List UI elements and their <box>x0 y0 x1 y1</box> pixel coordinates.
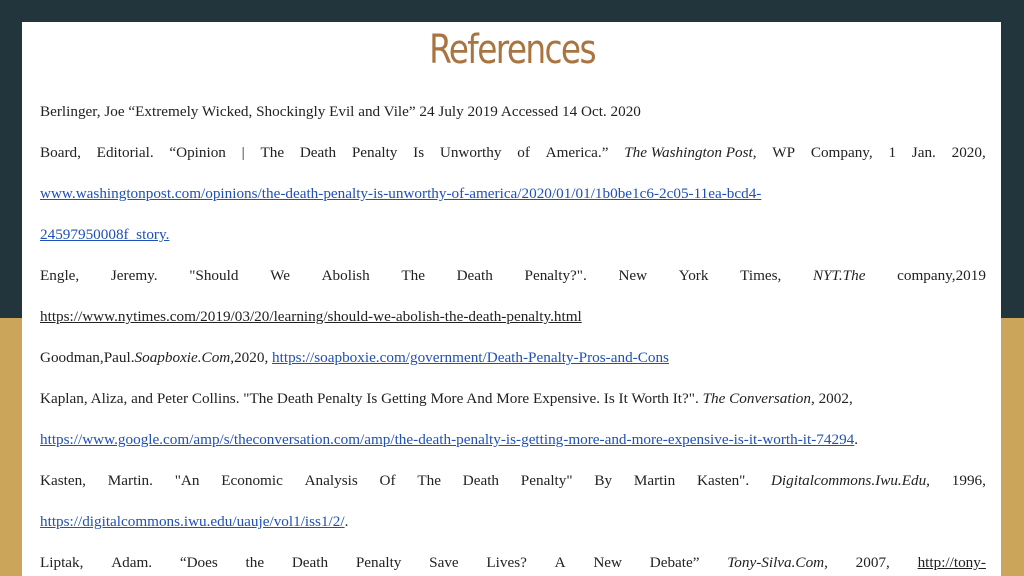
word: Board, <box>40 144 81 161</box>
word: of <box>517 144 530 161</box>
nytimes-link[interactable]: https://www.nytimes.com/2019/03/20/learning/should-we-abolish-the-death-penalty.html <box>40 308 582 325</box>
word: 2020, <box>951 144 986 161</box>
word: 1 <box>888 144 897 161</box>
word: the <box>245 554 265 571</box>
reference-engle-url <box>40 308 986 326</box>
word: Unworthy <box>439 144 502 161</box>
reference-board <box>40 144 986 162</box>
word: The <box>260 144 285 161</box>
word: Penalty <box>351 144 398 161</box>
reference-board-url <box>40 185 986 203</box>
word: Debate” <box>649 554 700 571</box>
word: “Opinion <box>169 144 226 161</box>
word: WP <box>772 144 796 161</box>
word: Save <box>429 554 459 571</box>
word: Penalty?". <box>524 267 587 284</box>
word: Economic <box>221 472 283 489</box>
word: Jeremy. <box>110 267 158 284</box>
word: A <box>554 554 566 571</box>
word: Penalty" <box>520 472 573 489</box>
word: Jan. <box>911 144 936 161</box>
citation-text: Kaplan, Aliza, and Peter Collins. "The Death Penalty Is Getting More And More Expensive. Is It Worth It?". <box>40 390 699 407</box>
word: Lives? <box>486 554 527 571</box>
word: Kasten". <box>696 472 750 489</box>
reference-goodman <box>40 349 986 367</box>
word: Kasten, <box>40 472 86 489</box>
reference-liptak <box>40 554 986 572</box>
reference-board-url-cont <box>40 226 986 244</box>
word: Death <box>462 472 500 489</box>
word: 1996, <box>951 472 986 489</box>
page-title: References <box>429 27 595 73</box>
word: The <box>401 267 425 284</box>
word: Death <box>291 554 329 571</box>
year: ,2020, <box>230 349 273 366</box>
word: “Does <box>179 554 218 571</box>
source-title: NYT.The <box>812 267 866 284</box>
word: company,2019 <box>897 267 986 284</box>
word: 2007, <box>855 554 890 571</box>
reference-kaplan-url <box>40 431 986 449</box>
reference-kaplan <box>40 390 986 408</box>
source-title: Digitalcommons.Iwu.Edu, <box>770 472 930 489</box>
reference-engle <box>40 267 986 285</box>
word: Is <box>413 144 425 161</box>
word: Abolish <box>321 267 370 284</box>
word: Liptak, <box>40 554 84 571</box>
reference-berlinger: Berlinger, Joe “Extremely Wicked, Shockingly Evil and Vile” 24 July 2019 Accessed 14 Oct. 2020 <box>40 103 641 120</box>
word: We <box>270 267 290 284</box>
word: Editorial. <box>96 144 154 161</box>
source-title: Soapboxie.Com <box>134 349 231 366</box>
theconversation-link[interactable]: https://www.google.com/amp/s/theconversation.com/amp/the-death-penalty-is-getting-more-and-more-expensive-is-it-worth-it-74294 <box>40 431 855 448</box>
word: Death <box>456 267 493 284</box>
word: | <box>241 144 245 161</box>
source-title: The Washington Post, <box>624 144 757 161</box>
tail: . <box>344 513 349 530</box>
word: New <box>618 267 648 284</box>
tail: . <box>854 431 859 448</box>
digitalcommons-link[interactable]: https://digitalcommons.iwu.edu/uauje/vol1/iss1/2/ <box>40 513 345 530</box>
word: York <box>678 267 709 284</box>
word: America.” <box>545 144 609 161</box>
word: New <box>593 554 623 571</box>
tony-silva-link[interactable]: http://tony- <box>917 554 986 571</box>
word: Martin <box>633 472 676 489</box>
word: "Should <box>189 267 239 284</box>
source-title: The Conversation <box>702 390 811 407</box>
year: , 2002, <box>810 390 853 407</box>
reference-kasten <box>40 472 986 490</box>
word: Times, <box>740 267 782 284</box>
word: Death <box>299 144 337 161</box>
word: Company, <box>810 144 873 161</box>
word: The <box>417 472 441 489</box>
word: Of <box>379 472 396 489</box>
word: By <box>594 472 613 489</box>
washingtonpost-link-cont[interactable]: 24597950008f_story. <box>40 226 170 243</box>
washingtonpost-link[interactable]: www.washingtonpost.com/opinions/the-death-penalty-is-unworthy-of-america/2020/01/01/1b0be1c6-2c05-11ea-bcd4- <box>40 185 762 202</box>
word: Adam. <box>111 554 153 571</box>
word: Penalty <box>355 554 402 571</box>
soapboxie-link[interactable]: https://soapboxie.com/government/Death-Penalty-Pros-and-Cons <box>272 349 669 366</box>
word: Engle, <box>40 267 80 284</box>
word: Analysis <box>304 472 358 489</box>
source-title: Tony-Silva.Com, <box>727 554 828 571</box>
word: Martin. <box>107 472 153 489</box>
word: "An <box>174 472 200 489</box>
author: Goodman,Paul. <box>40 349 135 366</box>
reference-kasten-url <box>40 513 986 531</box>
